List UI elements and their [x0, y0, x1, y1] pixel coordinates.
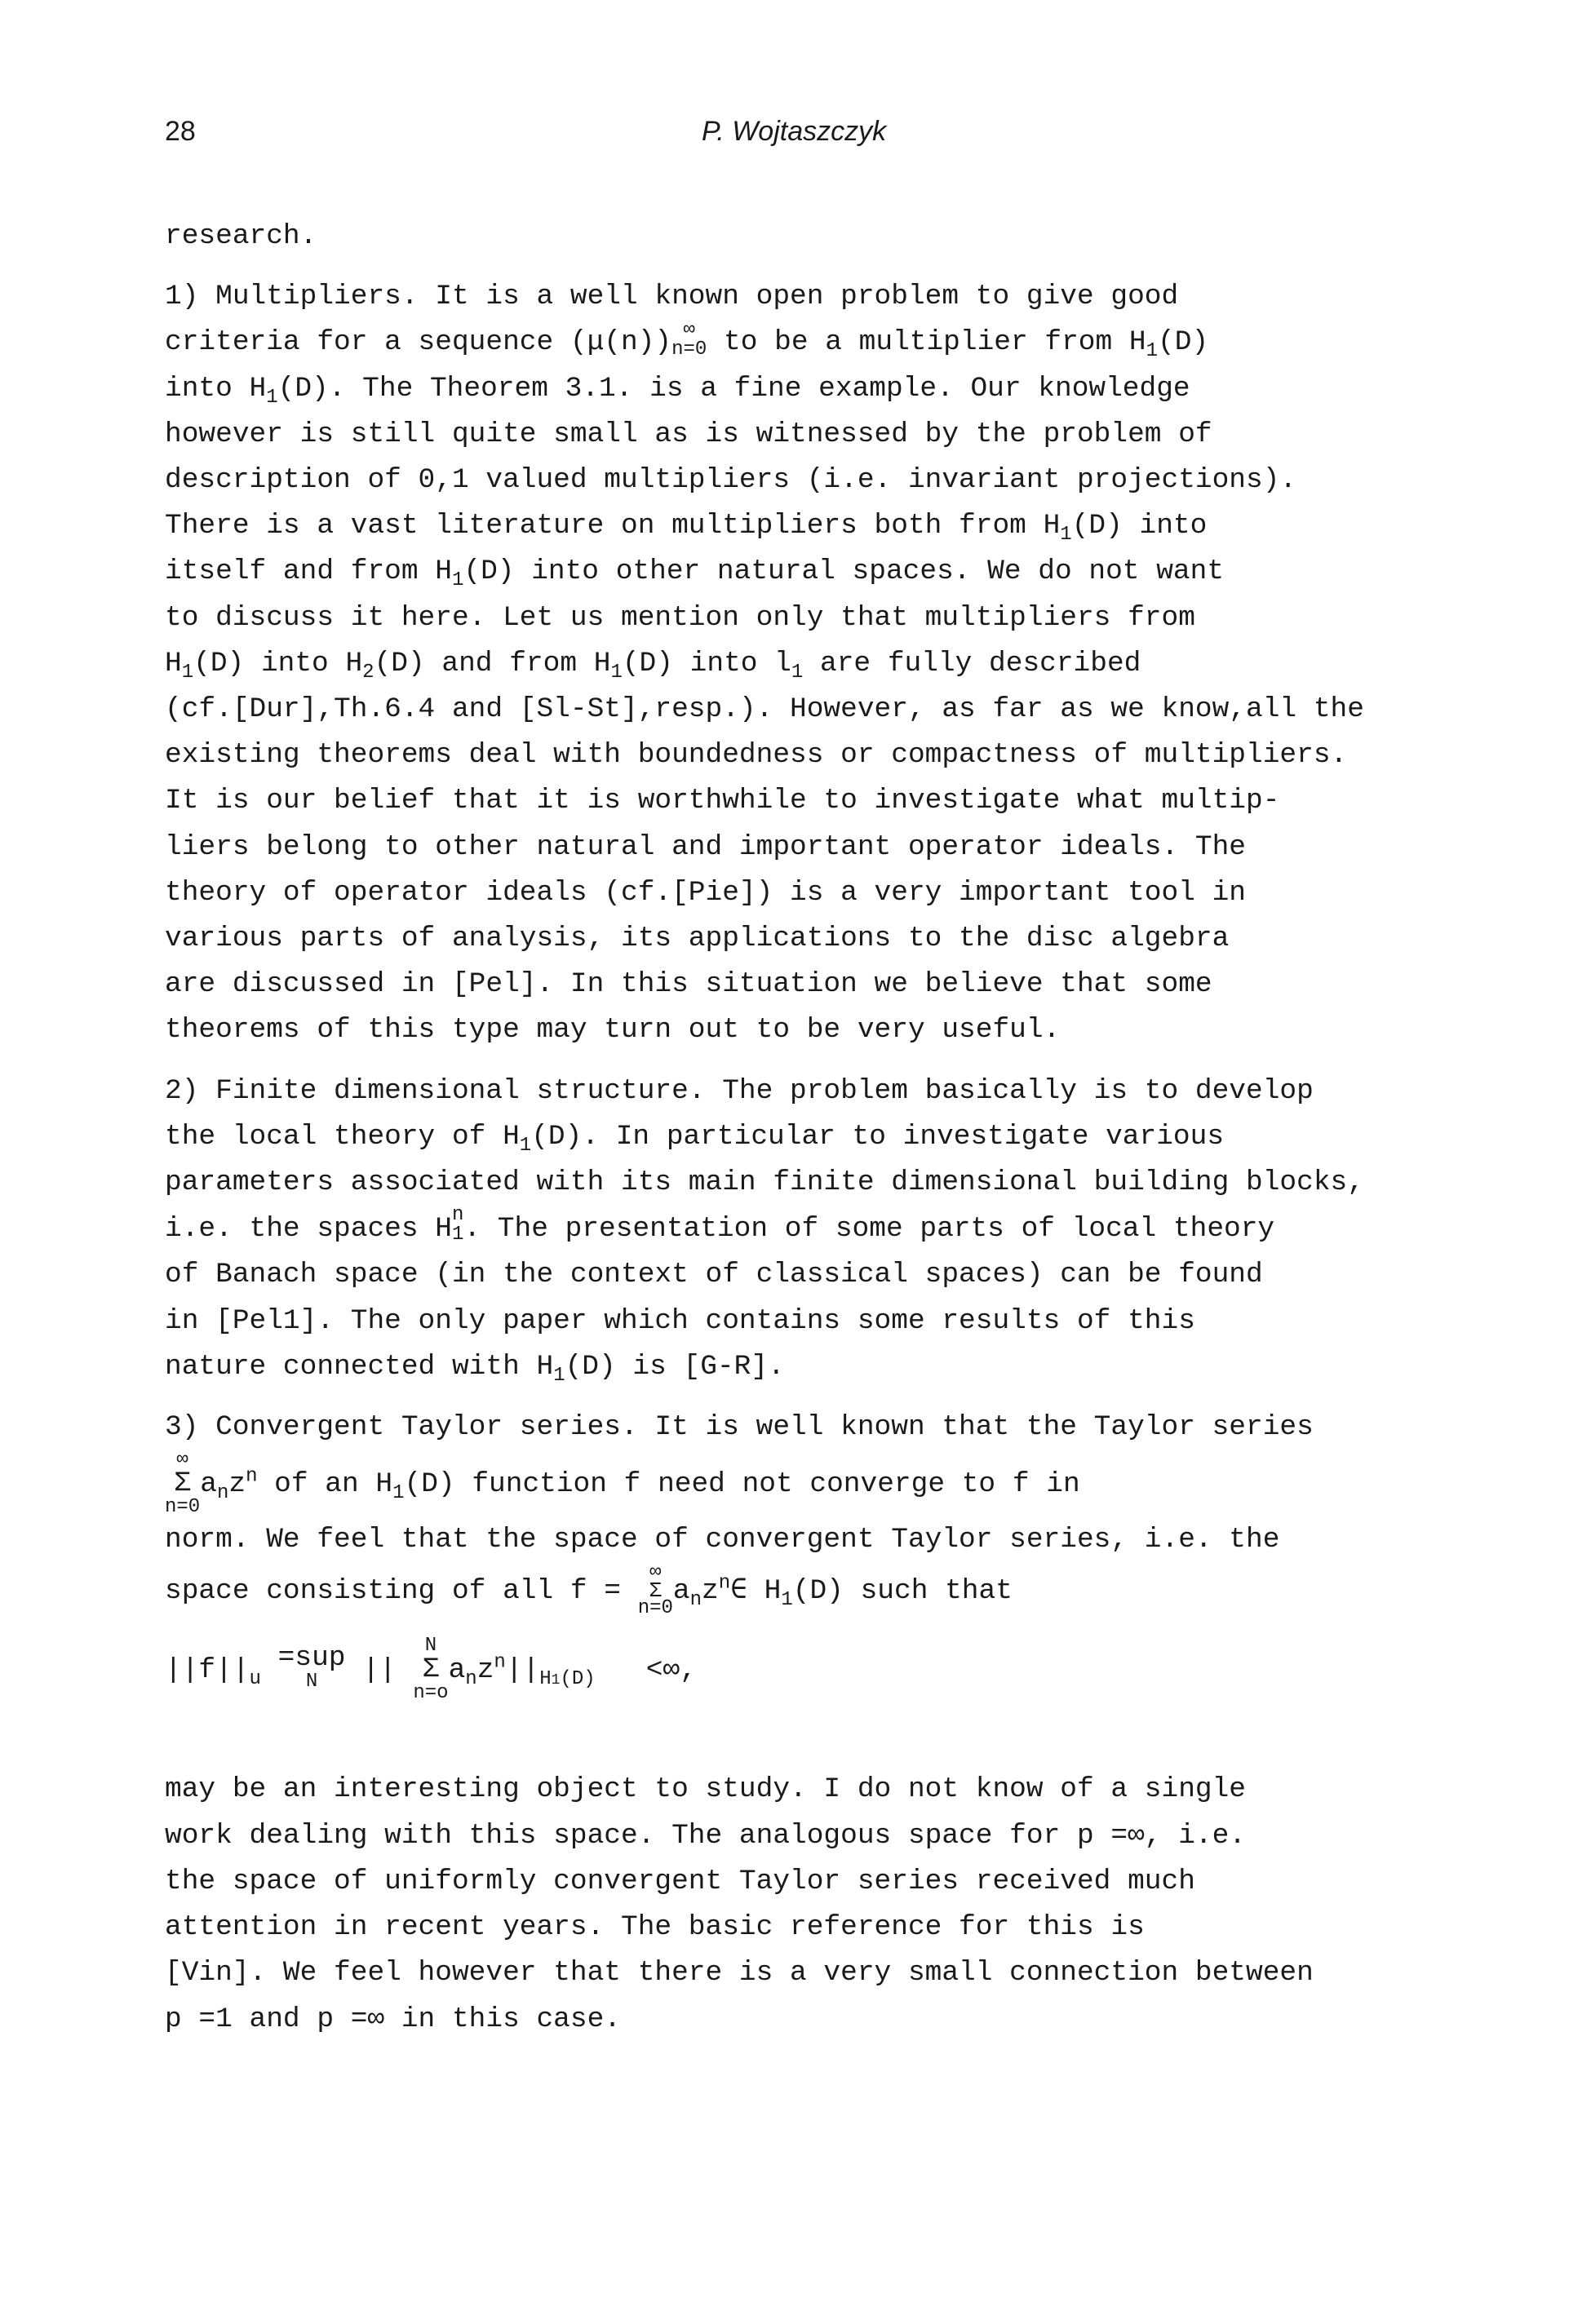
text-line: ∞ Σ n=0 $a_nz^n$ of an $H_1(D)$ function f need not converge to f in: [165, 1449, 1080, 1519]
text-line: attention in recent years. The basic reference for this is: [165, 1911, 1145, 1944]
text-line: nature connected with $H_1(D)$ is [G-R].: [165, 1350, 785, 1387]
running-header-author: P. Wojtaszczyk: [702, 116, 887, 147]
display-equation: $||f||_u$ =sup N || N Σ n=o $a_nz^n||_{H1(D)}$ <∞,: [165, 1635, 697, 1705]
section-taylor-series-line: 3) Convergent Taylor series. It is well known that the Taylor series: [165, 1411, 1314, 1444]
text-line: the local theory of $H_1(D)$. In particular to investigate various: [165, 1120, 1225, 1157]
text-line: It is our belief that it is worthwhile to investigate what multip-: [165, 785, 1280, 817]
text-line: itself and from $H_1(D)$ into other natural spaces. We do not want: [165, 556, 1225, 592]
text-line: may be an interesting object to study. I do not know of a single: [165, 1773, 1247, 1806]
body-text: [165, 214, 1454, 2043]
text-line: (cf.[Dur],Th.6.4 and [Sl-St],resp.). However, as far as we know,all the: [165, 693, 1364, 726]
text-line: various parts of analysis, its applications to the disc algebra: [165, 923, 1230, 955]
summation: ∞ Σ n=0: [165, 1449, 201, 1519]
text-line: theory of operator ideals (cf.[Pie]) is a very important tool in: [165, 876, 1247, 909]
text-line: norm. We feel that the space of convergent Taylor series, i.e. the: [165, 1524, 1280, 1556]
page-number: 28: [165, 116, 196, 147]
section-finite-dimensional-line: 2) Finite dimensional structure. The problem basically is to develop: [165, 1074, 1314, 1107]
text-line: research.: [165, 220, 317, 252]
text-line: are discussed in [Pel]. In this situation we believe that some: [165, 968, 1212, 1001]
text-line: space consisting of all f = ∞ Σ n=0 $a_nz^n\in$ $H_1(D)$ such that: [165, 1561, 1013, 1620]
text-line: $H_1(D)$ into $H_2(D)$ and from $H_1(D)$ into $l_1$ are fully described: [165, 647, 1141, 684]
text-line: There is a vast literature on multipliers both from $H_1(D)$ into: [165, 510, 1208, 547]
text-line: work dealing with this space. The analogous space for p =∞, i.e.: [165, 1819, 1247, 1852]
text-line: into $H_1(D)$. The Theorem 3.1. is a fine example. Our knowledge: [165, 372, 1190, 409]
text-line: of Banach space (in the context of classical spaces) can be found: [165, 1259, 1263, 1291]
text-line: theorems of this type may turn out to be very useful.: [165, 1014, 1061, 1047]
text-line: in [Pel1]. The only paper which contains some results of this: [165, 1304, 1195, 1337]
text-line: existing theorems deal with boundedness or compactness of multipliers.: [165, 739, 1348, 772]
text-line: [Vin]. We feel however that there is a very small connection between: [165, 1957, 1314, 1990]
text-line: liers belong to other natural and important operator ideals. The: [165, 830, 1247, 863]
text-line: criteria for a sequence (μ(n)) ∞ n=0 to be a multiplier from $H_1(D)$: [165, 319, 1209, 363]
text-line: p =1 and p =∞ in this case.: [165, 2003, 621, 2035]
summation: ∞ Σ n=0: [637, 1561, 673, 1620]
text-line: i.e. the spaces H n 1 . The presentation of some parts of local theory: [165, 1204, 1275, 1246]
text-line: description of 0,1 valued multipliers (i.e. invariant projections).: [165, 464, 1297, 497]
text-line: parameters associated with its main finite dimensional building blocks,: [165, 1166, 1364, 1199]
text-line: the space of uniformly convergent Taylor series received much: [165, 1865, 1195, 1897]
text-line: to discuss it here. Let us mention only that multipliers from: [165, 601, 1195, 634]
text-line: however is still quite small as is witnessed by the problem of: [165, 418, 1212, 450]
section-multipliers-line: 1) Multipliers. It is a well known open problem to give good: [165, 281, 1179, 313]
